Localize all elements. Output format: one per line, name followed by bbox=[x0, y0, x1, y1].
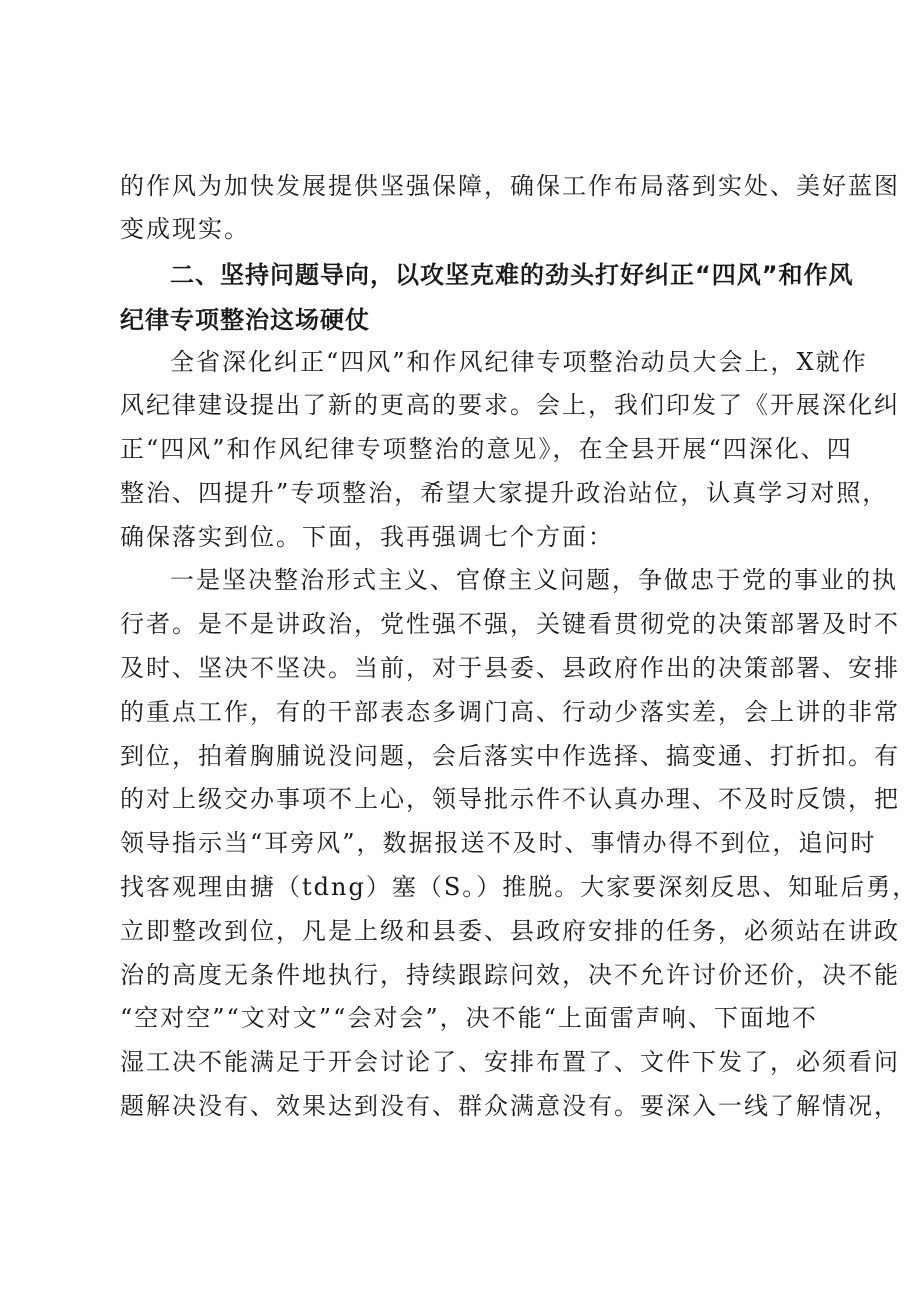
paragraph-line: 风纪律建设提出了新的更高的要求。会上，我们印发了《开展深化纠 bbox=[120, 391, 900, 419]
heading-line: 纪律专项整治这场硬仗 bbox=[120, 306, 370, 334]
paragraph-line: 找客观理由搪（tdng）塞（S。）推脱。大家要深刻反思、知耻后勇， bbox=[120, 873, 919, 901]
paragraph-line: 一是坚决整治形式主义、官僚主义问题，争做忠于党的事业的执 bbox=[170, 566, 898, 594]
paragraph-line: 及时、坚决不坚决。当前，对于县委、县政府作出的决策部署、安排 bbox=[120, 654, 900, 682]
paragraph-line: 题解决没有、效果达到没有、群众满意没有。要深入一线了解情况， bbox=[120, 1092, 900, 1120]
paragraph-line: 到位，拍着胸脯说没问题，会后落实中作选择、搞变通、打折扣。有 bbox=[120, 742, 900, 770]
paragraph-line: 领导指示当“耳旁风”，数据报送不及时、事情办得不到位，追问时 bbox=[120, 829, 877, 857]
paragraph-line: 立即整改到位，凡是上级和县委、县政府安排的任务，必须站在讲政 bbox=[120, 917, 900, 945]
paragraph-line: 的重点工作，有的干部表态多调门高、行动少落实差，会上讲的非常 bbox=[120, 698, 900, 726]
paragraph-line: 整治、四提升”专项整治，希望大家提升政治站位，认真学习对照， bbox=[120, 479, 889, 507]
paragraph-line: 正“四风”和作风纪律专项整治的意见》，在全县开展“四深化、四 bbox=[120, 435, 853, 463]
paragraph-line: 全省深化纠正“四风”和作风纪律专项整治动员大会上，X就作 bbox=[170, 348, 868, 376]
paragraph-line: 行者。是不是讲政治，党性强不强，关键看贯彻党的决策部署及时不 bbox=[120, 610, 900, 638]
paragraph-line: 治的高度无条件地执行，持续跟踪问效，决不允许讨价还价，决不能 bbox=[120, 961, 900, 989]
paragraph-line: 的作风为加快发展提供坚强保障，确保工作布局落到实处、美好蓝图 bbox=[120, 172, 900, 200]
paragraph-line: “空对空”“文对文”“会对会”，决不能“上面雷声响、下面地不 bbox=[120, 1004, 818, 1032]
paragraph-line: 的对上级交办事项不上心，领导批示件不认真办理、不及时反馈，把 bbox=[120, 785, 900, 813]
heading-line: 二、坚持问题导向，以攻坚克难的劲头打好纠正“四风”和作风 bbox=[170, 261, 854, 289]
paragraph-line: 湿工决不能满足于开会讨论了、安排布置了、文件下发了，必须看问 bbox=[120, 1048, 900, 1076]
paragraph-line: 变成现实。 bbox=[120, 215, 250, 243]
paragraph-line: 确保落实到位。下面，我再强调七个方面： bbox=[120, 523, 614, 551]
